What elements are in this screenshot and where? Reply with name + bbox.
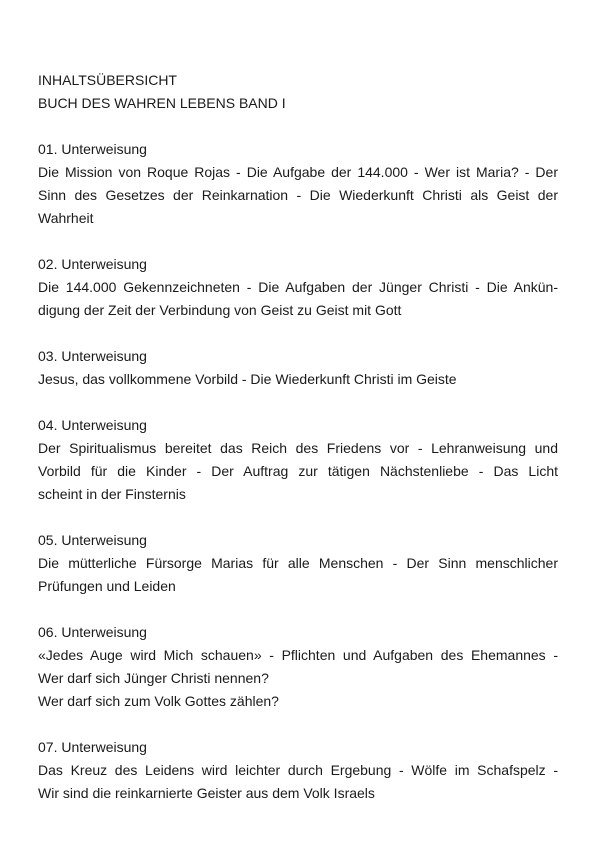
toc-entry	[38, 138, 558, 230]
entry-line: Wahrheit	[38, 210, 94, 226]
entry-line: Jesus, das vollkommene Vorbild - Die Wiederkunft Christi im Geiste	[38, 371, 457, 387]
entry-title: 02. Unterweisung	[38, 256, 147, 272]
entry-line: Prüfungen und Leiden	[38, 578, 176, 594]
entry-title: 04. Unterweisung	[38, 417, 147, 433]
entry-title: 05. Unterweisung	[38, 532, 147, 548]
entry-line: Wer darf sich zum Volk Gottes zählen?	[38, 693, 279, 709]
entry-title: 01. Unterweisung	[38, 141, 147, 157]
toc-page	[38, 69, 558, 828]
entry-line: Vorbild für die Kinder - Der Auftrag zur tätigen Nächstenliebe - Das Licht	[38, 463, 558, 479]
toc-entries	[38, 138, 558, 805]
toc-entry	[38, 414, 558, 506]
entry-line: Die mütterliche Fürsorge Marias für alle Menschen - Der Sinn menschlicher	[38, 555, 558, 571]
book-title: BUCH DES WAHREN LEBENS BAND I	[38, 95, 286, 111]
toc-entry	[38, 736, 558, 805]
entry-title: 06. Unterweisung	[38, 624, 147, 640]
entry-line: Die 144.000 Gekennzeichneten - Die Aufgaben der Jünger Christi - Die Ankün-	[38, 279, 558, 295]
entry-line: digung der Zeit der Verbindung von Geist zu Geist mit Gott	[38, 302, 402, 318]
entry-title: 07. Unterweisung	[38, 739, 147, 755]
entry-description	[38, 368, 558, 391]
entry-description	[38, 644, 558, 713]
toc-entry	[38, 529, 558, 598]
entry-description	[38, 276, 558, 322]
toc-entry	[38, 345, 558, 391]
toc-title: INHALTSÜBERSICHT	[38, 72, 177, 88]
toc-entry	[38, 621, 558, 713]
toc-entry	[38, 253, 558, 322]
entry-line: scheint in der Finsternis	[38, 486, 186, 502]
entry-description	[38, 437, 558, 506]
entry-description	[38, 552, 558, 598]
entry-line: Wir sind die reinkarnierte Geister aus dem Volk Israels	[38, 785, 375, 801]
entry-line: Das Kreuz des Leidens wird leichter durch Ergebung - Wölfe im Schafspelz -	[38, 762, 558, 778]
entry-title: 03. Unterweisung	[38, 348, 147, 364]
entry-line: Sinn des Gesetzes der Reinkarnation - Die Wiederkunft Christi als Geist der	[38, 187, 558, 203]
entry-line: Der Spiritualismus bereitet das Reich des Friedens vor - Lehranweisung und	[38, 440, 558, 456]
entry-description	[38, 161, 558, 230]
entry-line: Wer darf sich Jünger Christi nennen?	[38, 670, 269, 686]
entry-line: Die Mission von Roque Rojas - Die Aufgabe der 144.000 - Wer ist Maria? - Der	[38, 164, 558, 180]
toc-headings	[38, 69, 558, 115]
entry-line: «Jedes Auge wird Mich schauen» - Pflichten und Aufgaben des Ehemannes -	[38, 647, 558, 663]
entry-description	[38, 759, 558, 805]
